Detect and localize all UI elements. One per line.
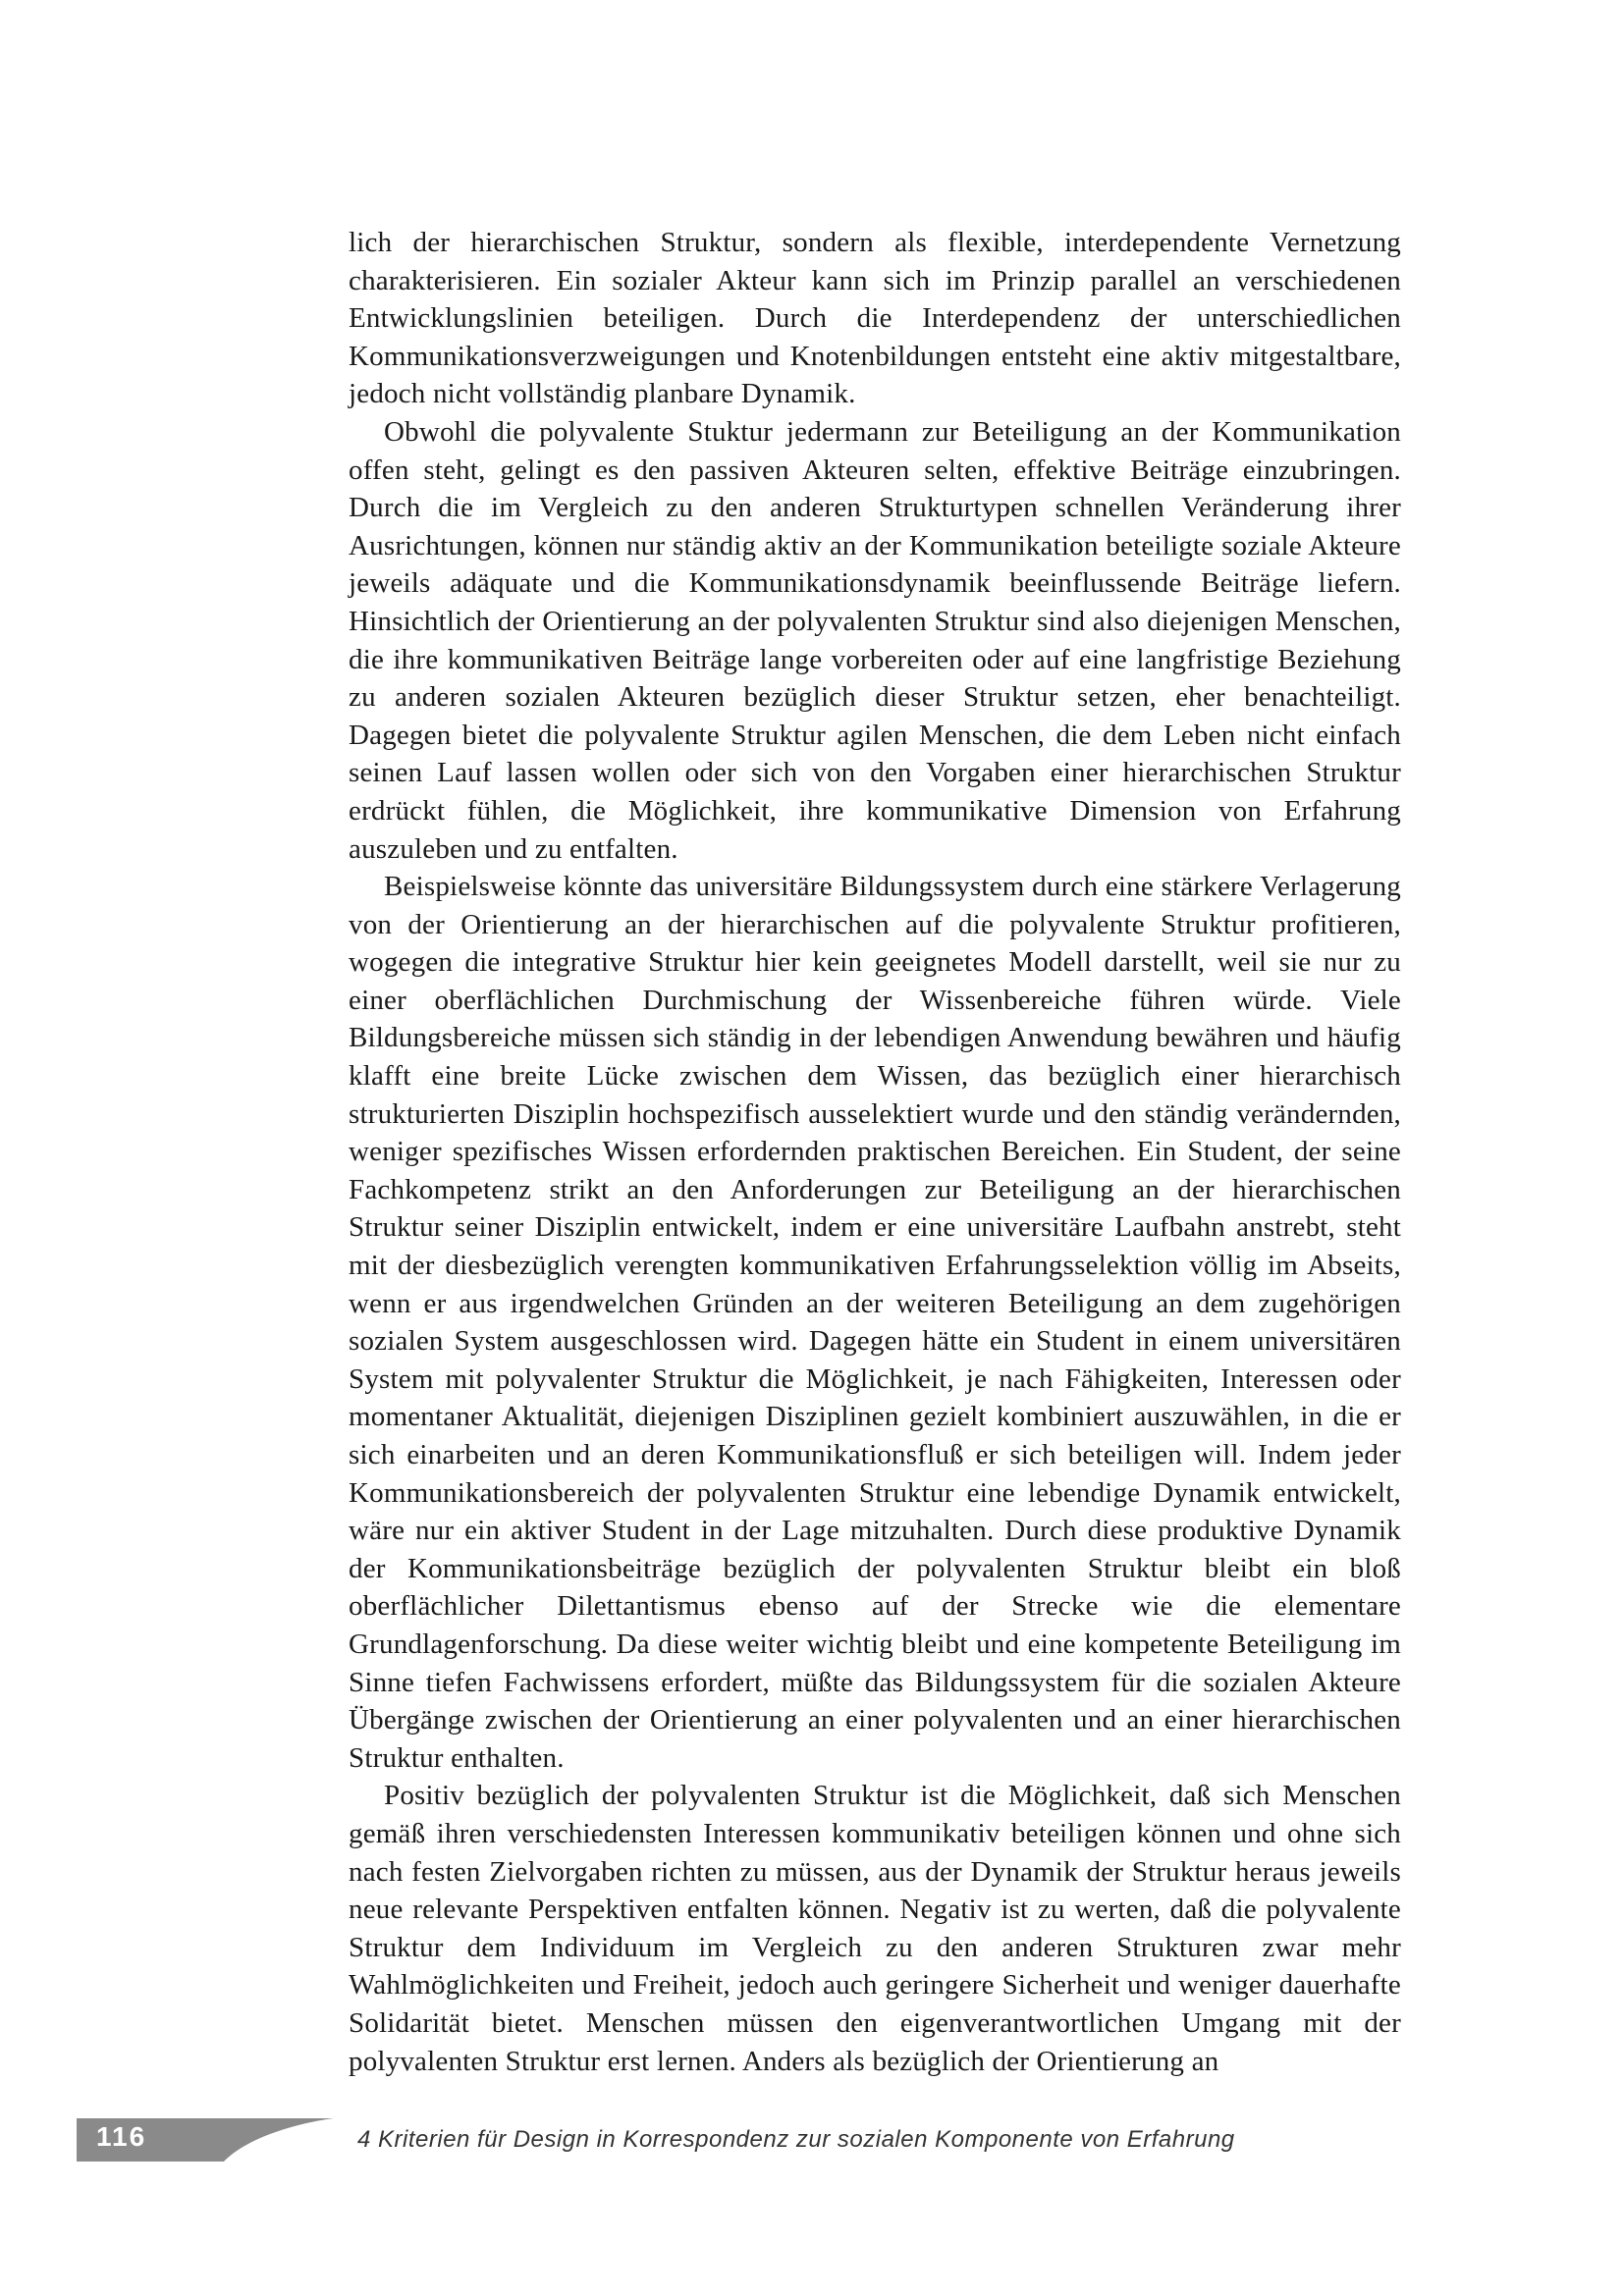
body-text — [349, 224, 1401, 2080]
page-number: 116 — [96, 2121, 147, 2152]
paragraph: Obwohl die polyvalente Stuktur jedermann zur Beteiligung an der Kommunikation offen steht, gelingt es den passiven Akteuren selten, effektive Beiträge einzubringen. Durch die im Vergleich zu den anderen Strukturtypen schnellen Veränderung ihrer Ausrichtungen, können nur ständig aktiv an der Kommunikation beteiligte soziale Akteure jeweils adäquate und die Kommunikationsdynamik beeinflussende Beiträge liefern. Hinsichtlich der Orientierung an der polyvalenten Struktur sind also diejenigen Menschen, die ihre kommunikativen Beiträge lange vorbereiten oder auf eine langfristige Beziehung zu anderen sozialen Akteuren bezüglich dieser Struktur setzen, eher benachteiligt. Dagegen bietet die polyvalente Struktur agilen Menschen, die dem Leben nicht einfach seinen Lauf lassen wollen oder sich von den Vorgaben einer hierarchischen Struktur erdrückt fühlen, die Möglichkeit, ihre kommunikative Dimension von Erfahrung auszuleben und zu entfalten. — [349, 415, 1401, 865]
paragraph: lich der hierarchischen Struktur, sondern als flexible, interdependente Vernetzung charakterisieren. Ein sozialer Akteur kann sich im Prinzip parallel an verschiedenen Entwicklungslinien beteiligen. Durch die Interdependenz der unterschiedlichen Kommunikationsverzweigungen und Knotenbildungen entsteht eine aktiv mitgestaltbare, jedoch nicht vollständig planbare Dynamik. — [349, 227, 1401, 410]
paragraph: Positiv bezüglich der polyvalenten Struktur ist die Möglichkeit, daß sich Menschen gemäß ihren verschiedensten Interessen kommunikativ beteiligen können und ohne sich nach festen Zielvorgaben richten zu müssen, aus der Dynamik der Struktur heraus jeweils neue relevante Perspektiven entfalten können. Negativ ist zu werten, daß die polyvalente Struktur dem Individuum im Vergleich zu den anderen Strukturen zwar mehr Wahlmöglichkeiten und Freiheit, jedoch auch geringere Sicherheit und weniger dauerhafte Solidarität bietet. Menschen müssen den eigenverantwortlichen Umgang mit der polyvalenten Struktur erst lernen. Anders als bezüglich der Orientierung an — [349, 1780, 1401, 2077]
page-footer — [0, 2118, 1623, 2162]
running-head: 4 Kriterien für Design in Korrespondenz zur sozialen Komponente von Erfahrung — [357, 2126, 1235, 2153]
paragraph: Beispielsweise könnte das universitäre Bildungssystem durch eine stärkere Verlagerung von der Orientierung an der hierarchischen auf die polyvalente Struktur profitieren, wogegen die integrative Struktur hier kein geeignetes Modell darstellt, weil sie nur zu einer oberflächlichen Durchmischung der Wissenbereiche führen würde. Viele Bildungsbereiche müssen sich ständig in der lebendigen Anwendung bewähren und häufig klafft eine breite Lücke zwischen dem Wissen, das bezüglich einer hierarchisch strukturierten Disziplin hochspezifisch ausselektiert wurde und den ständig verändernden, weniger spezifisches Wissen erfordernden praktischen Bereichen. Ein Student, der seine Fachkompetenz strikt an den Anforderungen zur Beteiligung an der hierarchischen Struktur seiner Disziplin entwickelt, indem er eine universitäre Laufbahn anstrebt, steht mit der diesbezüglich verengten kommunikativen Erfahrungsselektion völlig im Abseits, wenn er aus irgendwelchen Gründen an der weiteren Beteiligung an dem zugehörigen sozialen System ausgeschlossen wird. Dagegen hätte ein Student in einem universitären System mit polyvalenter Struktur die Möglichkeit, je nach Fähigkeiten, Interessen oder momentaner Aktualität, diejenigen Disziplinen gezielt kombiniert auszuwählen, in die er sich einarbeiten und an deren Kommunikationsfluß er sich beteiligen will. Indem jeder Kommunikationsbereich der polyvalenten Struktur eine lebendige Dynamik entwickelt, wäre nur ein aktiver Student in der Lage mitzuhalten. Durch diese produktive Dynamik der Kommunikationsbeiträge bezüglich der polyvalenten Struktur bleibt ein bloß oberflächlicher Dilettantismus ebenso auf der Strecke wie die elementare Grundlagenforschung. Da diese weiter wichtig bleibt und eine kompetente Beteiligung im Sinne tiefen Fachwissens erfordert, müßte das Bildungssystem für die sozialen Akteure Übergänge zwischen der Orientierung an einer polyvalenten und an einer hierarchischen Struktur enthalten. — [349, 871, 1401, 1774]
page-number-tab — [77, 2118, 334, 2162]
